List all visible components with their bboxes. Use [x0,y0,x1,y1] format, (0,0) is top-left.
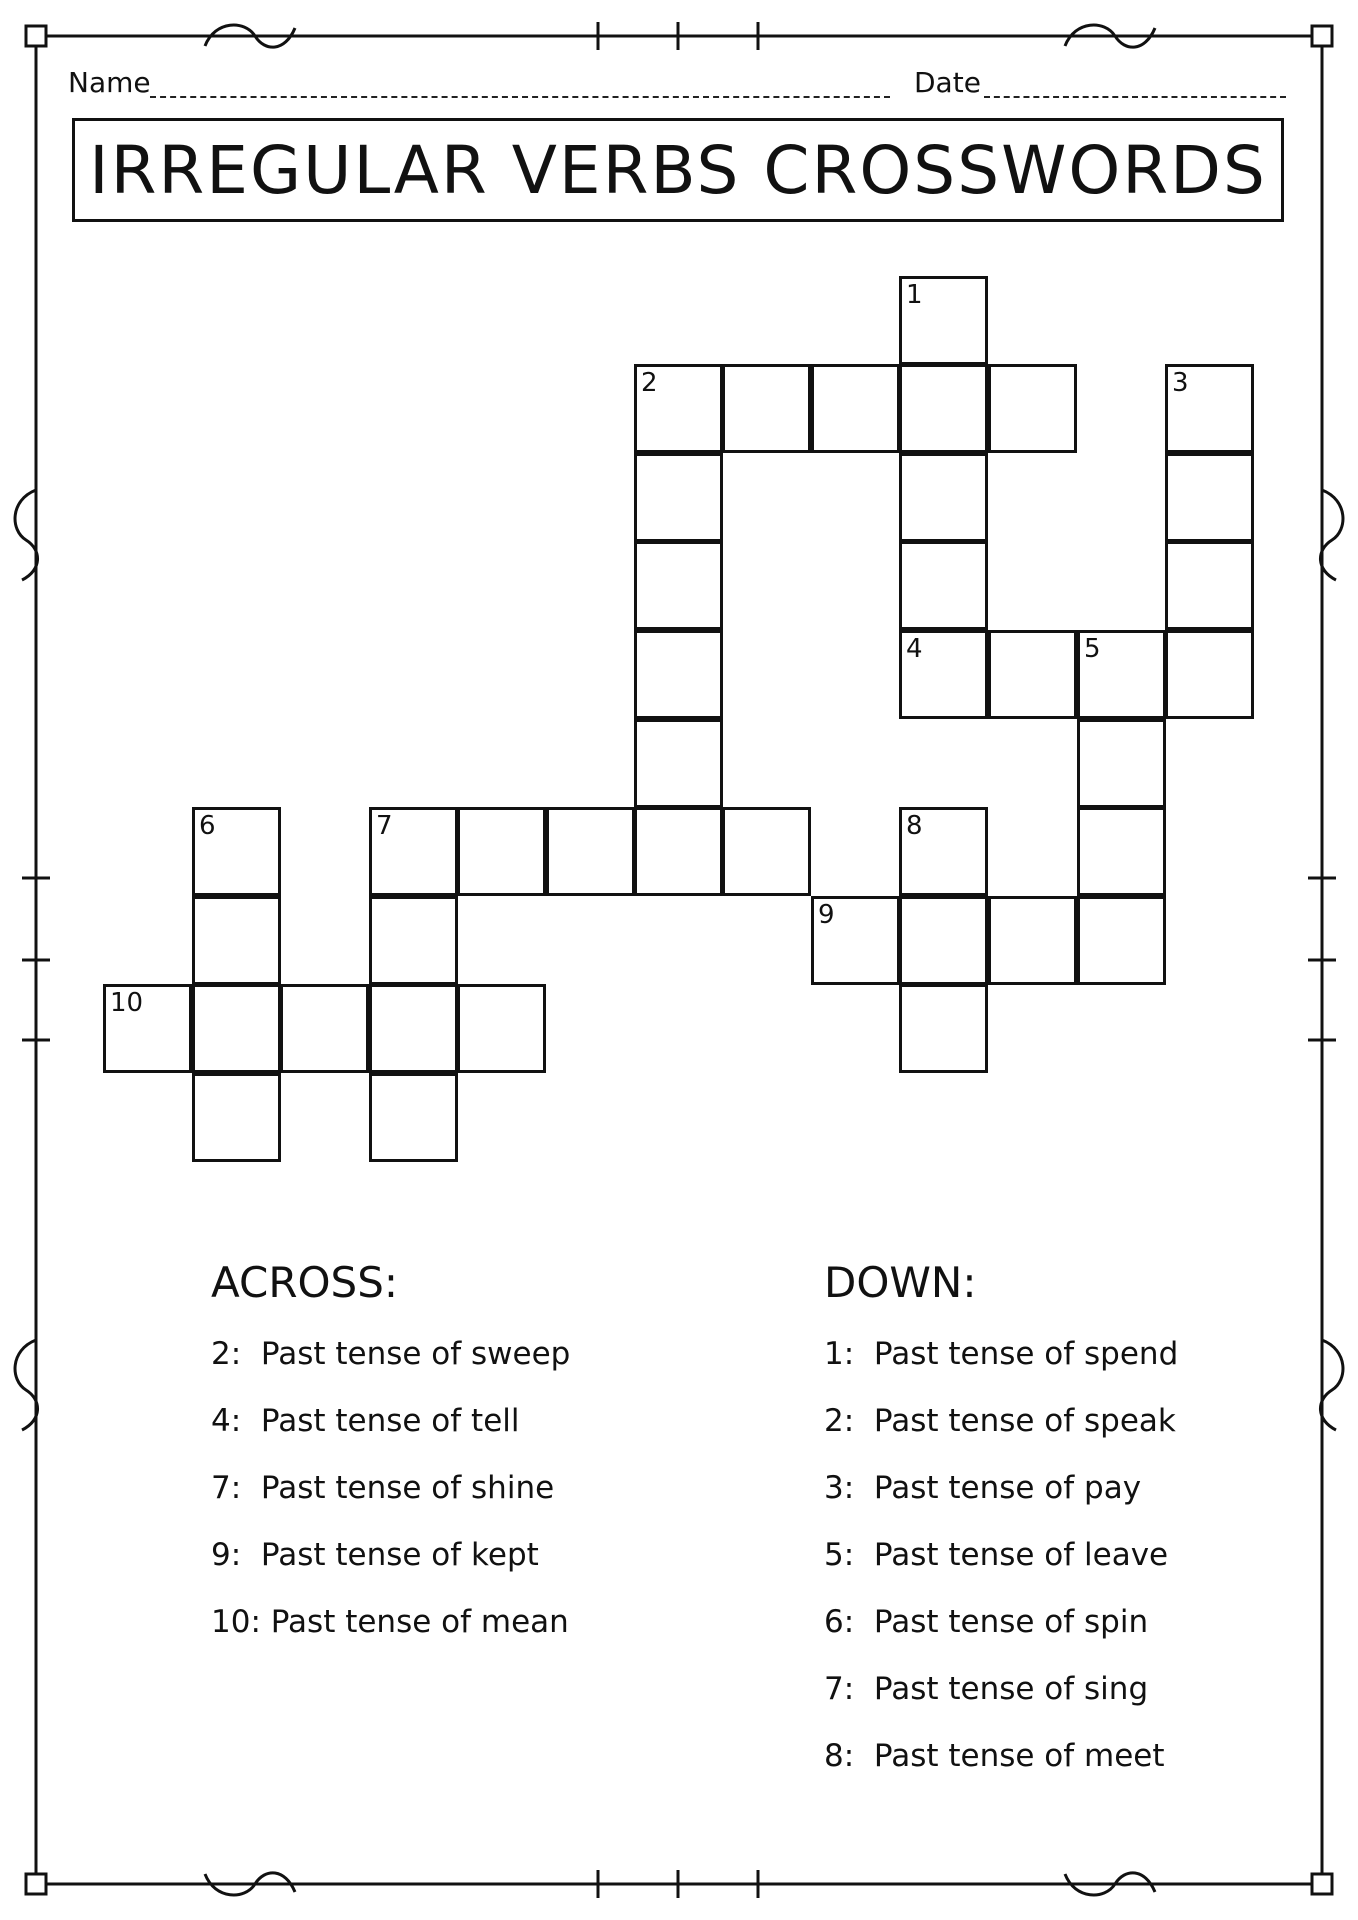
grid-cell[interactable] [988,630,1077,719]
title-box [72,118,1284,222]
grid-cell[interactable] [192,896,281,985]
date-field[interactable] [984,96,1286,98]
across-heading: ACROSS: [211,1258,399,1307]
clue-number: 3 [1172,368,1189,398]
grid-cell[interactable] [546,807,635,896]
grid-cell[interactable] [1077,896,1166,985]
grid-cell[interactable] [1077,719,1166,808]
grid-cell[interactable] [899,630,988,719]
grid-cell[interactable] [899,807,988,896]
grid-cell[interactable] [899,984,988,1073]
grid-cell[interactable] [899,276,988,365]
grid-cell[interactable] [634,719,723,808]
grid-cell[interactable] [457,807,546,896]
clue-number: 6 [199,811,216,841]
grid-cell[interactable] [899,541,988,630]
clue-number: 8 [906,811,923,841]
grid-cell[interactable] [722,807,811,896]
grid-cell[interactable] [634,364,723,453]
clue-number: 2 [641,368,658,398]
grid-cell[interactable] [634,453,723,542]
grid-cell[interactable] [1077,630,1166,719]
grid-cell[interactable] [192,984,281,1073]
grid-cell[interactable] [369,984,458,1073]
clue-item: 1: Past tense of spend [824,1336,1179,1372]
clue-number: 5 [1084,634,1101,664]
grid-cell[interactable] [1165,453,1254,542]
clue-item: 4: Past tense of tell [211,1403,520,1439]
clue-number: 7 [376,811,393,841]
clue-item: 8: Past tense of meet [824,1738,1165,1774]
grid-cell[interactable] [899,453,988,542]
clue-item: 9: Past tense of kept [211,1537,539,1573]
grid-cell[interactable] [1165,630,1254,719]
down-heading: DOWN: [824,1258,977,1307]
clue-item: 2: Past tense of sweep [211,1336,571,1372]
clue-item: 10: Past tense of mean [211,1604,569,1640]
grid-cell[interactable] [634,807,723,896]
clue-item: 7: Past tense of sing [824,1671,1149,1707]
grid-cell[interactable] [1165,541,1254,630]
name-field[interactable] [150,96,890,98]
clue-item: 2: Past tense of speak [824,1403,1176,1439]
name-label: Name [68,66,151,99]
grid-cell[interactable] [634,630,723,719]
grid-cell[interactable] [369,807,458,896]
clue-item: 7: Past tense of shine [211,1470,555,1506]
grid-cell[interactable] [369,1073,458,1162]
grid-cell[interactable] [280,984,369,1073]
grid-cell[interactable] [988,896,1077,985]
clue-number: 4 [906,634,923,664]
grid-cell[interactable] [811,364,900,453]
grid-cell[interactable] [1165,364,1254,453]
grid-cell[interactable] [192,807,281,896]
date-label: Date [914,66,981,99]
grid-cell[interactable] [634,541,723,630]
clue-number: 1 [906,280,923,310]
page-title: IRREGULAR VERBS CROSSWORDS [89,131,1267,209]
grid-cell[interactable] [722,364,811,453]
grid-cell[interactable] [103,984,192,1073]
clue-number: 10 [110,988,144,1018]
clue-number: 9 [818,900,835,930]
clue-item: 6: Past tense of spin [824,1604,1149,1640]
grid-cell[interactable] [899,364,988,453]
grid-cell[interactable] [899,896,988,985]
grid-cell[interactable] [988,364,1077,453]
grid-cell[interactable] [457,984,546,1073]
grid-cell[interactable] [369,896,458,985]
clue-item: 3: Past tense of pay [824,1470,1142,1506]
grid-cell[interactable] [1077,807,1166,896]
clue-item: 5: Past tense of leave [824,1537,1169,1573]
grid-cell[interactable] [192,1073,281,1162]
grid-cell[interactable] [811,896,900,985]
